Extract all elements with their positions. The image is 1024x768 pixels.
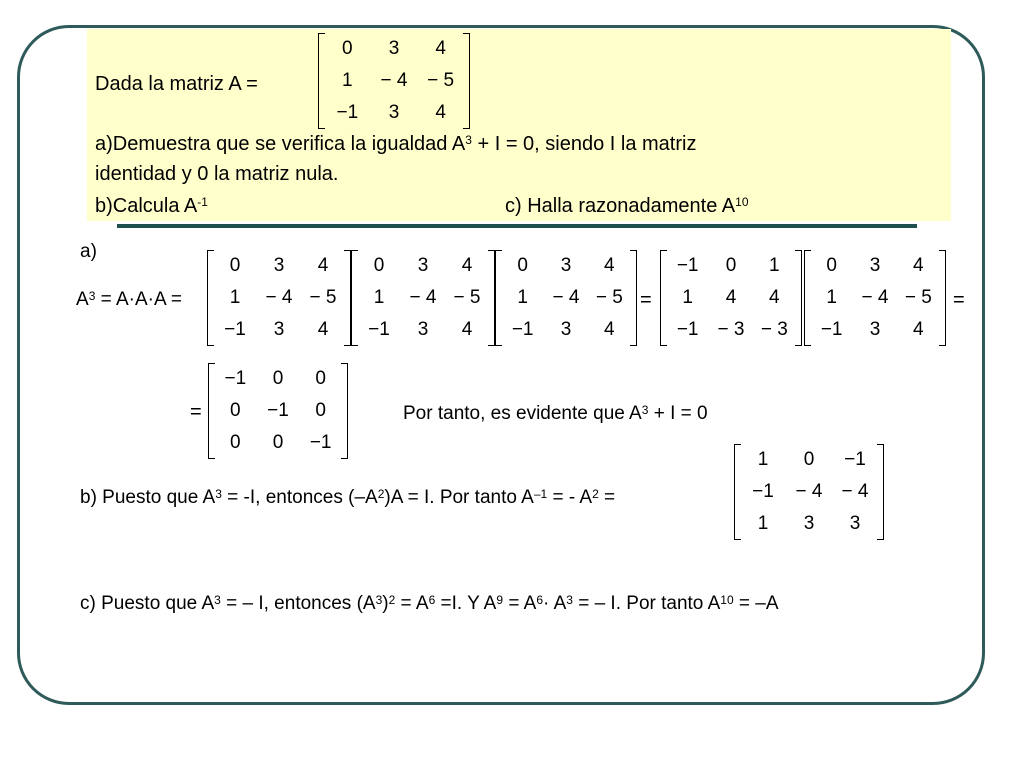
matrix-cell: −1 [820, 319, 843, 340]
matrix-cell: 1 [373, 287, 385, 308]
equals-sign: = [190, 401, 202, 423]
matrix-cell: 3 [388, 38, 400, 59]
matrix-cell: 3 [869, 255, 881, 276]
matrix-cell: 4 [604, 255, 615, 276]
matrix-cell: 0 [229, 255, 241, 276]
matrix-cell: −1 [511, 319, 534, 340]
matrix-cell: − 4 [795, 481, 823, 502]
matrix-cell: 0 [230, 400, 241, 421]
matrix-cell: 1 [229, 287, 241, 308]
matrix-cell: 0 [272, 368, 284, 389]
solution-a-matrix-2 [351, 250, 495, 346]
right-bracket [463, 33, 470, 129]
matrix-cell: 3 [849, 513, 861, 534]
matrix-cell: − 5 [904, 287, 932, 308]
matrix-cell: 3 [417, 255, 429, 276]
matrix-cell: 0 [342, 38, 353, 59]
matrix-cell: −1 [676, 319, 699, 340]
matrix-cell: 1 [757, 449, 769, 470]
matrix-cell: 1 [757, 513, 769, 534]
matrix-cell: − 4 [380, 70, 408, 91]
solution-a-result-matrix [208, 363, 348, 459]
matrix-cell: 4 [435, 38, 446, 59]
matrix-cell: 0 [803, 449, 815, 470]
solution-a-matrix-5 [804, 250, 946, 346]
matrix-cell: − 5 [453, 287, 481, 308]
matrix-cell: − 5 [595, 287, 623, 308]
matrix-cell: 4 [769, 287, 780, 308]
matrix-cell: −1 [224, 368, 247, 389]
matrix-cell: − 4 [861, 287, 889, 308]
matrix-cell: −1 [309, 432, 332, 453]
solution-c-text: c) Puesto que $A^3$ = – I, entonces $(A^3)^2 = A^6 =I$. Y $A^9 = A^6\cdot A^3$ = – I. Por tanto $A^{10} = -A$ [80, 593, 779, 614]
matrix-cell: 3 [273, 255, 285, 276]
matrix-cell: − 4 [409, 287, 437, 308]
matrix-cell: −1 [752, 481, 774, 502]
matrix-cell: 0 [373, 255, 385, 276]
matrix-cell: − 5 [309, 287, 337, 308]
matrix-cell: − 3 [717, 319, 745, 340]
matrix-cell: 4 [604, 319, 615, 340]
matrix-cell: − 5 [427, 70, 455, 91]
matrix-cell: −1 [336, 102, 359, 123]
matrix-cell: 0 [725, 255, 737, 276]
matrix-cell: 1 [682, 287, 693, 308]
matrix-cell: 4 [317, 319, 329, 340]
problem-box [87, 29, 951, 221]
matrix-cell: − 4 [552, 287, 580, 308]
matrix-cell: 1 [826, 287, 837, 308]
matrix-cell: − 4 [265, 287, 293, 308]
solution-a-conclusion: Por tanto, es evidente que $A^3 + I = 0$ [403, 403, 708, 424]
matrix-cell: 1 [342, 70, 353, 91]
matrix-cell: 3 [869, 319, 881, 340]
matrix-cell: −1 [224, 319, 246, 340]
solution-a-matrix-4 [660, 250, 802, 346]
solution-b-inverse-matrix [734, 444, 884, 540]
solution-a-lhs: $A^3 = A\cdot A\cdot A$ = [76, 289, 182, 310]
solution-a-matrix-1 [207, 250, 351, 346]
matrix-cell: 0 [272, 432, 284, 453]
solution-a-matrix-3 [495, 250, 637, 346]
matrix-cell: 0 [230, 432, 241, 453]
right-bracket [877, 444, 884, 540]
dada-text: Dada la matriz A = [95, 73, 258, 95]
matrix-cell: 0 [315, 368, 326, 389]
matrix-cell: −1 [368, 319, 390, 340]
matrix-cell: 3 [388, 102, 400, 123]
equals-sign: = [953, 289, 965, 311]
equals-sign: = [640, 289, 652, 311]
matrix-cell: 3 [417, 319, 429, 340]
matrix-cell: 4 [461, 255, 473, 276]
matrix-cell: 4 [317, 255, 329, 276]
part-a-statement: a)Demuestra que se verifica la igualdad $A^3 + I = 0$, siendo I la matriz [95, 133, 697, 155]
part-b-statement: b)Calcula $A^{-1}$ [95, 195, 208, 217]
matrix-cell: 4 [435, 102, 446, 123]
matrix-cell: 0 [517, 255, 528, 276]
matrix-cell: − 4 [841, 481, 869, 502]
matrix-cell: 1 [517, 287, 528, 308]
matrix-cell: −1 [676, 255, 699, 276]
matrix-cell: −1 [844, 449, 866, 470]
matrix-cell: − 3 [760, 319, 788, 340]
problem-underline [117, 224, 917, 228]
matrix-cell: 3 [560, 255, 572, 276]
matrix-cell: 1 [769, 255, 780, 276]
matrix-cell: 0 [315, 400, 326, 421]
matrix-cell: −1 [267, 400, 289, 421]
matrix-cell: 4 [913, 255, 924, 276]
matrix-cell: 3 [273, 319, 285, 340]
matrix-a [318, 33, 470, 129]
matrix-cell: 0 [826, 255, 837, 276]
solution-a-label: a) [80, 241, 97, 262]
matrix-cell: 4 [913, 319, 924, 340]
part-a-statement-line2: identidad y 0 la matriz nula. [95, 163, 339, 185]
matrix-cell: 3 [803, 513, 815, 534]
solution-b-text: b) Puesto que $A^3 = -I$, entonces $(-A^2)A = I$. Por tanto $A^{-1}$ = - $A^2$ = [80, 487, 616, 508]
part-c-statement: c) Halla razonadamente $A^{10}$ [505, 195, 749, 217]
matrix-cell: 4 [725, 287, 737, 308]
matrix-cell: 4 [461, 319, 473, 340]
matrix-cell: 3 [560, 319, 572, 340]
